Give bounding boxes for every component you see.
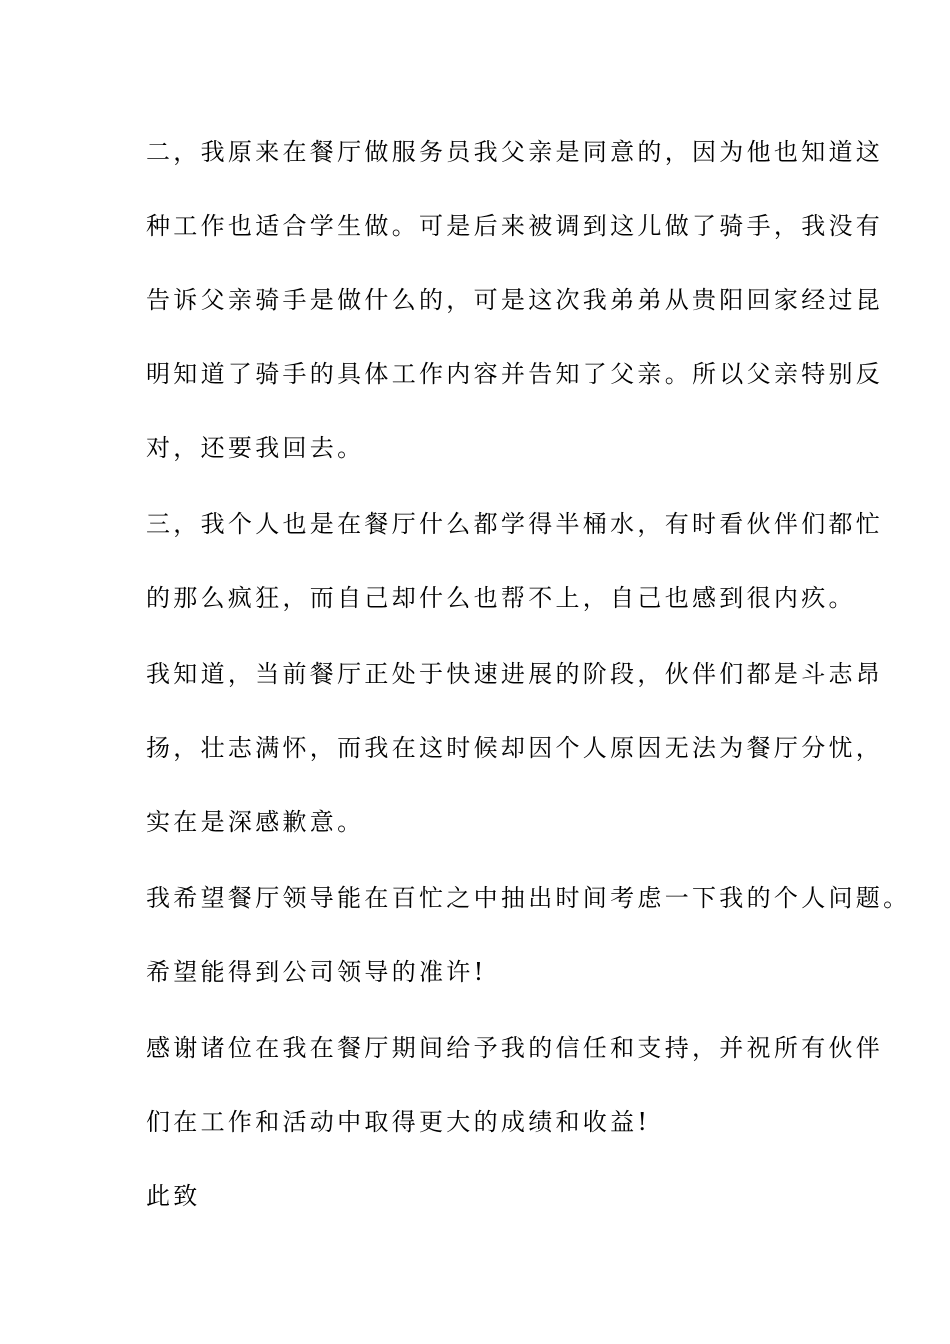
paragraph-2-line-1: 二，我原来在餐厅做服务员我父亲是同意的，因为他也知道这 [146, 138, 884, 166]
paragraph-3-line-1: 三，我个人也是在餐厅什么都学得半桶水，有时看伙伴们都忙 [146, 510, 884, 538]
paragraph-4-line-2: 扬，壮志满怀，而我在这时候却因个人原因无法为餐厅分忧， [146, 734, 884, 762]
paragraph-2-line-3: 告诉父亲骑手是做什么的，可是这次我弟弟从贵阳回家经过昆 [146, 286, 884, 314]
paragraph-7-line-2: 们在工作和活动中取得更大的成绩和收益! [146, 1108, 651, 1136]
paragraph-4-line-1: 我知道，当前餐厅正处于快速进展的阶段，伙伴们都是斗志昂 [146, 660, 884, 688]
paragraph-6-line-1: 希望能得到公司领导的准许! [146, 958, 487, 986]
paragraph-2-line-4: 明知道了骑手的具体工作内容并告知了父亲。所以父亲特别反 [146, 360, 884, 388]
paragraph-5-line-1: 我希望餐厅领导能在百忙之中抽出时间考虑一下我的个人问题。 [146, 884, 911, 912]
closing-salutation: 此致 [146, 1182, 201, 1210]
paragraph-4-line-3: 实在是深感歉意。 [146, 808, 365, 836]
paragraph-7-line-1: 感谢诸位在我在餐厅期间给予我的信任和支持，并祝所有伙伴 [146, 1034, 884, 1062]
paragraph-3-line-2: 的那么疯狂，而自己却什么也帮不上，自己也感到很内疚。 [146, 584, 856, 612]
paragraph-2-line-2: 种工作也适合学生做。可是后来被调到这儿做了骑手，我没有 [146, 212, 884, 240]
paragraph-2-line-5: 对，还要我回去。 [146, 434, 365, 462]
